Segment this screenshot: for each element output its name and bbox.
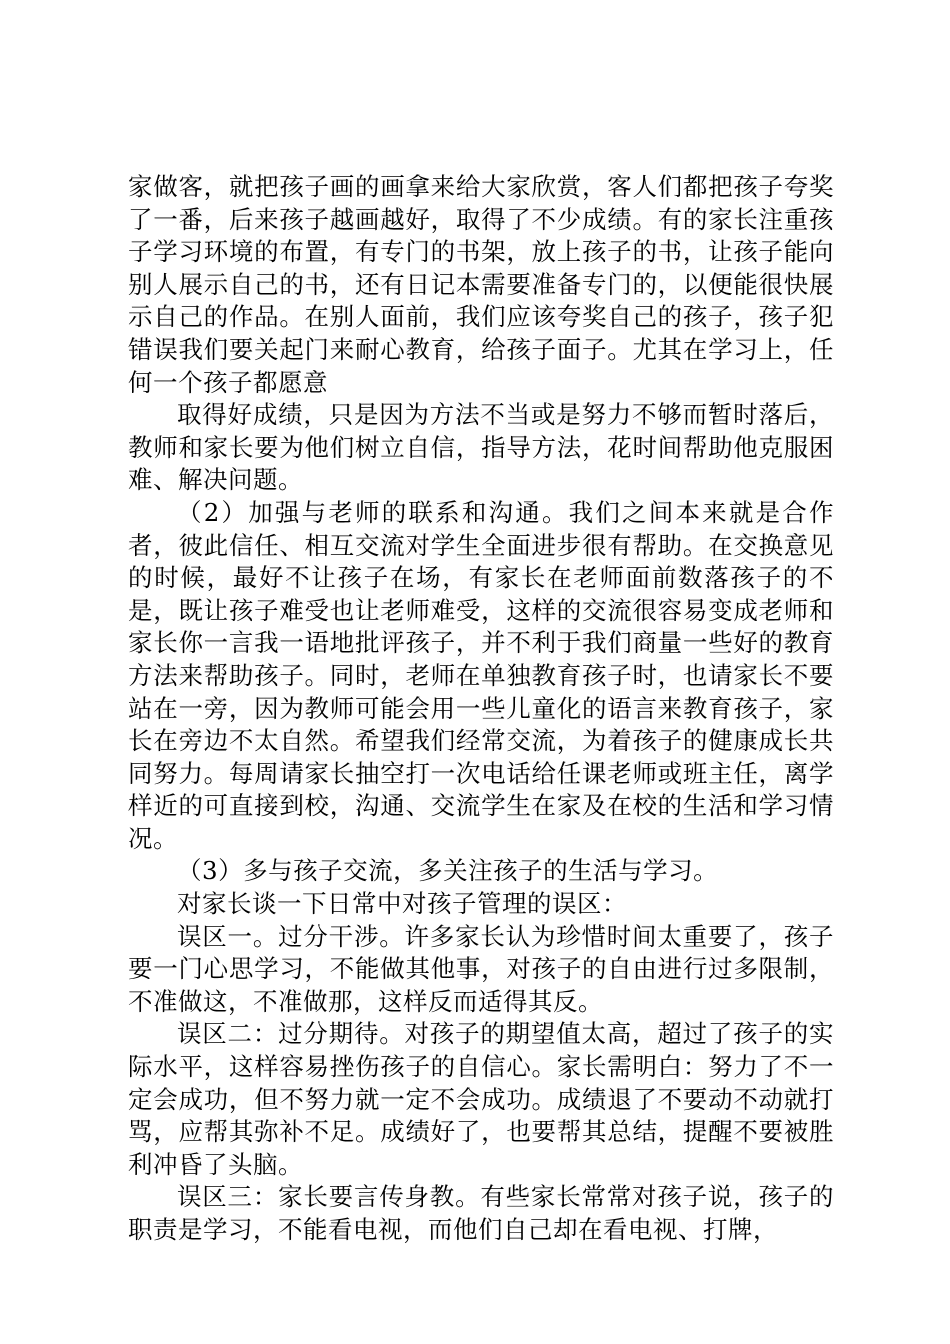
paragraph-7: 误区二：过分期待。对孩子的期望值太高，超过了孩子的实际水平，这样容易挫伤孩子的自信心。家长需明白：努力了不一定会成功，但不努力就一定不会成功。成绩退了不要动不动就打骂，应帮其弥补不足。成绩好了，也要帮其总结，提醒不要被胜利冲昏了头脑。 [128,1019,834,1179]
document-body [128,171,834,1247]
paragraph-6: 误区一。过分干涉。许多家长认为珍惜时间太重要了，孩子要一门心思学习，不能做其他事，对孩子的自由进行过多限制，不准做这，不准做那，这样反而适得其反。 [128,921,834,1016]
paragraph-3: （2）加强与老师的联系和沟通。我们之间本来就是合作者，彼此信任、相互交流对学生全面进步很有帮助。在交换意见的时候，最好不让孩子在场，有家长在老师面前数落孩子的不是，既让孩子难受也让老师难受，这样的交流很容易变成老师和家长你一言我一语地批评孩子，并不利于我们商量一些好的教育方法来帮助孩子。同时，老师在单独教育孩子时，也请家长不要站在一旁，因为教师可能会用一些儿童化的语言来教育孩子，家长在旁边不太自然。希望我们经常交流，为着孩子的健康成长共同努力。每周请家长抽空打一次电话给任课老师或班主任，离学样近的可直接到校，沟通、交流学生在家及在校的生活和学习情况。 [128,497,834,853]
paragraph-8: 误区三：家长要言传身教。有些家长常常对孩子说，孩子的职责是学习，不能看电视，而他们自己却在看电视、打牌， [128,1182,834,1244]
paragraph-4: （3）多与孩子交流，多关注孩子的生活与学习。 [177,856,719,886]
paragraph-1: 家做客，就把孩子画的画拿来给大家欣赏，客人们都把孩子夸奖了一番，后来孩子越画越好，取得了不少成绩。有的家长注重孩子学习环境的布置，有专门的书架，放上孩子的书，让孩子能向别人展示自己的书，还有日记本需要准备专门的，以便能很快展示自己的作品。在别人面前，我们应该夸奖自己的孩子，孩子犯错误我们要关起门来耐心教育，给孩子面子。尤其在学习上，任何一个孩子都愿意 [128,172,834,397]
paragraph-2: 取得好成绩，只是因为方法不当或是努力不够而暂时落后，教师和家长要为他们树立自信，指导方法，花时间帮助他克服困难、解决问题。 [128,400,834,495]
paragraph-5: 对家长谈一下日常中对孩子管理的误区： [177,889,627,919]
